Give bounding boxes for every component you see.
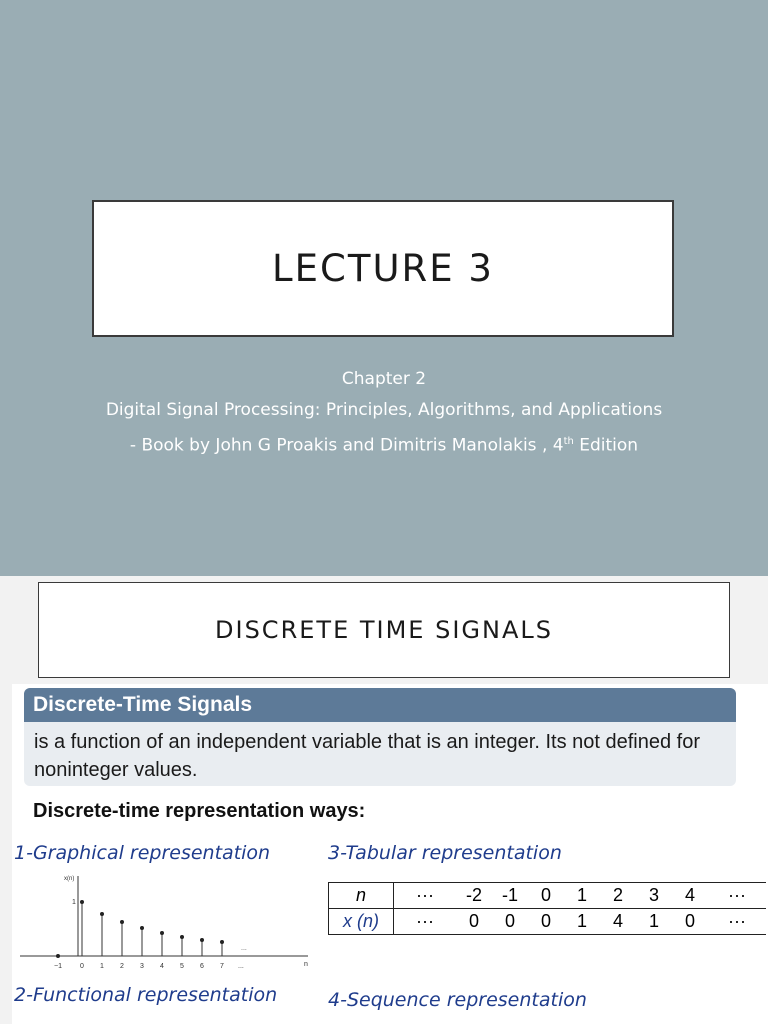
- table-cell: 0: [456, 909, 492, 935]
- table-row-label: n: [329, 883, 394, 909]
- x-tick: 0: [80, 963, 84, 970]
- table-row: [329, 909, 767, 935]
- table-cell: 1: [636, 909, 672, 935]
- x-tick: 7: [220, 963, 224, 970]
- table-cell: ···: [708, 909, 766, 935]
- x-axis-label: n: [304, 961, 308, 968]
- table-cell: ···: [708, 883, 766, 909]
- table-cell: -2: [456, 883, 492, 909]
- table-cell: 1: [564, 909, 600, 935]
- table-cell: ···: [394, 883, 457, 909]
- table-row-label: x (n): [329, 909, 394, 935]
- tabular-representation: [328, 882, 766, 935]
- edition-text: Edition: [573, 435, 639, 456]
- definition-block: [24, 688, 736, 786]
- content-image: [12, 684, 768, 1024]
- stem-point: [180, 935, 184, 939]
- x-tick: 4: [160, 963, 164, 970]
- slide-heading: DISCRETE TIME SIGNALS: [215, 616, 553, 644]
- author-text: - Book by John G Proakis and Dimitris Manolakis , 4: [129, 435, 564, 456]
- y-axis-label: x(n): [64, 876, 75, 882]
- stem-point: [220, 940, 224, 944]
- lecture-title: LECTURE 3: [272, 247, 494, 290]
- graphical-section-title: 1-Graphical representation: [14, 842, 271, 864]
- stem-point: [200, 938, 204, 942]
- edition-sup: th: [563, 436, 574, 447]
- subtitle: [0, 364, 768, 462]
- stem-point: [100, 912, 104, 916]
- definition-title: Discrete-Time Signals: [24, 688, 736, 722]
- y-tick-1: 1: [72, 899, 76, 906]
- stem-plot: [16, 870, 312, 974]
- x-tick: 6: [200, 963, 204, 970]
- plot-ellipsis: ...: [241, 945, 247, 952]
- stem-point: [80, 900, 84, 904]
- sequence-section-title: 4-Sequence representation: [328, 989, 587, 1011]
- x-tick: −1: [54, 963, 62, 970]
- stem-point: [140, 926, 144, 930]
- stem-point: [160, 931, 164, 935]
- table-cell: 4: [672, 883, 708, 909]
- heading-box: [38, 582, 730, 678]
- stem-point: [120, 920, 124, 924]
- stem-point: [56, 954, 60, 958]
- x-tick: 5: [180, 963, 184, 970]
- table-cell: 3: [636, 883, 672, 909]
- title-box: [92, 200, 674, 337]
- chapter-line: Chapter 2: [341, 369, 427, 389]
- table-cell: -1: [492, 883, 528, 909]
- x-tick: 3: [140, 963, 144, 970]
- x-tick: 1: [100, 963, 104, 970]
- tabular-section-title: 3-Tabular representation: [328, 842, 562, 864]
- author-line: [0, 426, 768, 462]
- ways-title: Discrete-time representation ways:: [33, 800, 366, 822]
- x-tick: 2: [120, 963, 124, 970]
- functional-section-title: 2-Functional representation: [14, 984, 278, 1006]
- table-row: [329, 883, 767, 909]
- table-cell: 0: [528, 909, 564, 935]
- content-slide: [0, 576, 768, 1024]
- table-cell: 0: [492, 909, 528, 935]
- table-cell: 1: [564, 883, 600, 909]
- table-cell: ···: [394, 909, 457, 935]
- x-tick: ...: [238, 963, 244, 970]
- table-cell: 0: [672, 909, 708, 935]
- book-line: Digital Signal Processing: Principles, Algorithms, and Applications: [105, 400, 663, 420]
- table-cell: 4: [600, 909, 636, 935]
- table-cell: 0: [528, 883, 564, 909]
- definition-body: is a function of an independent variable that is an integer. Its not defined for noninteger values.: [34, 731, 701, 781]
- table-cell: 2: [600, 883, 636, 909]
